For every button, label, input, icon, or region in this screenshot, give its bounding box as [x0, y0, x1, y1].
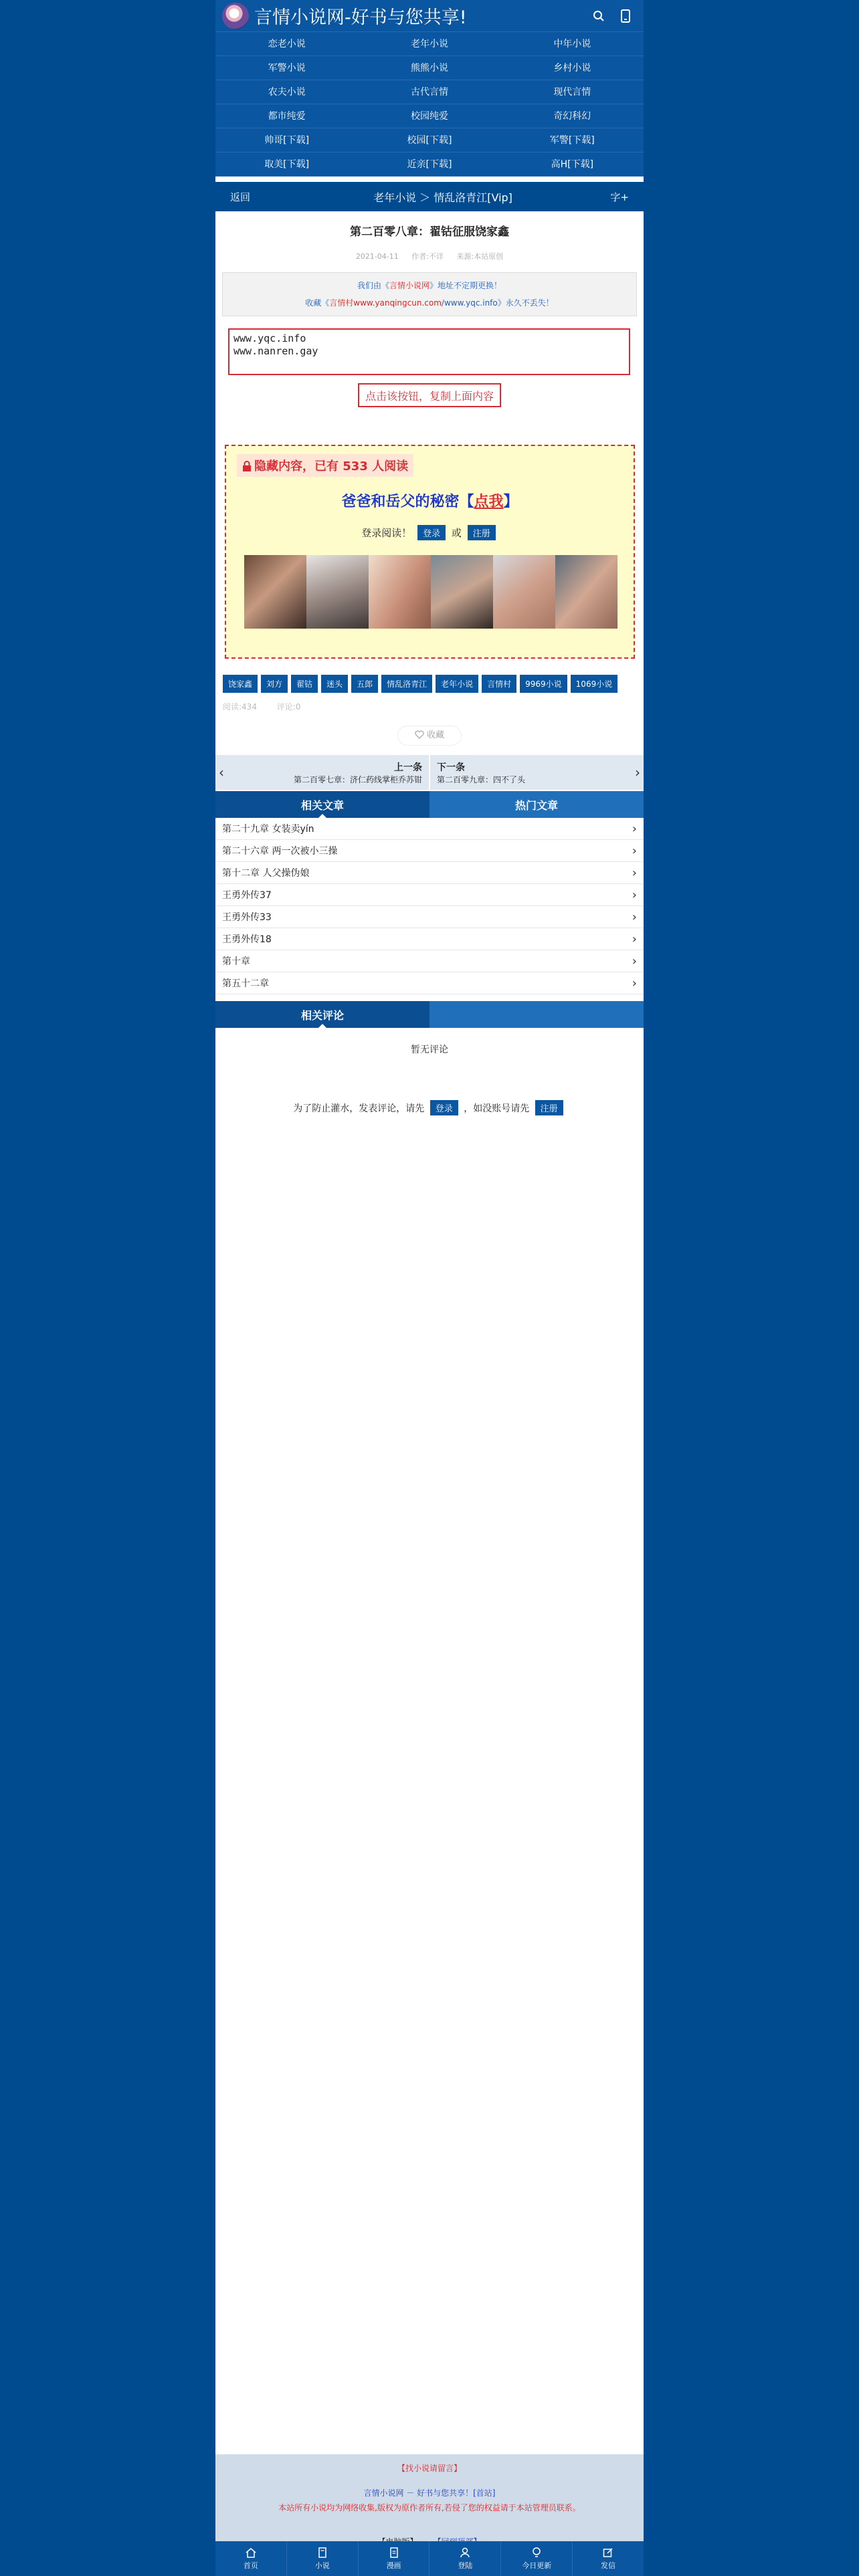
url-line: www.yqc.info [233, 332, 306, 344]
nav-item[interactable]: 取美[下载] [215, 152, 358, 177]
document-icon [389, 2547, 399, 2558]
article-stats [223, 701, 644, 712]
search-icon[interactable] [587, 5, 610, 27]
tag[interactable]: 情乱洛青江 [381, 675, 432, 693]
notice-line-2 [223, 294, 636, 312]
list-item[interactable] [215, 884, 644, 906]
secret-text: 爸爸和岳父的秘密【 [341, 494, 474, 510]
prev-title: 第二百零七章：济仁药线掌柜乔苏钳 [293, 774, 422, 784]
list-item[interactable] [215, 928, 644, 950]
notice-text: 》地址不定期更换！ [430, 281, 502, 290]
article-title: 第二百零八章：翟钴征服饶家鑫 [350, 225, 509, 239]
notice-text: 我们由《 [357, 281, 389, 290]
bottom-nav-label: 登陆 [458, 2561, 473, 2570]
article-date: 2021-04-11 [355, 252, 399, 261]
thumbnail-image[interactable] [244, 555, 306, 629]
notice-text: /www.yqc.info》永久不丢失！ [441, 298, 554, 308]
favorite-label: 收藏 [427, 730, 445, 740]
chevron-right-icon: › [632, 821, 637, 836]
tag[interactable]: 饶家鑫 [223, 675, 258, 693]
footer-site-line[interactable]: 言情小说网 － 好书与您共享！[首站] [363, 2488, 496, 2498]
chevron-right-icon: › [632, 976, 637, 990]
list-item[interactable] [215, 862, 644, 884]
list-item[interactable] [215, 818, 644, 840]
back-link[interactable]: 返回 [230, 191, 251, 203]
login-button[interactable]: 登录 [417, 525, 446, 540]
secret-link-title [226, 490, 634, 511]
url-line: www.nanren.gay [233, 345, 318, 357]
nav-item[interactable]: 乡村小说 [501, 56, 644, 80]
list-item-title: 第五十二章 [222, 978, 269, 989]
tab-empty [430, 1001, 644, 1028]
comment-login-button[interactable]: 登录 [430, 1100, 458, 1115]
article-meta [215, 251, 644, 261]
or-text: 或 [451, 527, 462, 539]
bottom-nav-home[interactable] [215, 2541, 287, 2576]
notice-text: 收藏《 [305, 298, 330, 308]
chevron-right-icon[interactable]: › [635, 764, 640, 780]
nav-item[interactable]: 古代言情 [358, 80, 500, 104]
nav-item[interactable]: 军警[下载] [501, 128, 644, 152]
secret-link[interactable]: 点我 [474, 494, 504, 510]
comment-count: 评论:0 [276, 702, 301, 712]
user-icon [460, 2547, 470, 2558]
bottom-nav-label: 漫画 [386, 2561, 401, 2570]
next-title: 第二百零九章：四不了头 [437, 774, 526, 784]
list-item-title: 第十章 [222, 956, 250, 967]
secret-text: 】 [503, 494, 518, 510]
bottom-nav-novel[interactable] [287, 2541, 359, 2576]
chevron-right-icon: › [632, 887, 637, 902]
tag[interactable]: 刘方 [261, 675, 288, 693]
prev-label: 上一条 [394, 762, 422, 773]
breadcrumb [215, 182, 644, 211]
prev-next-nav [215, 755, 644, 790]
nav-item[interactable]: 恋老小说 [215, 32, 358, 56]
footer [215, 2454, 644, 2541]
bottom-nav-updates[interactable] [501, 2541, 573, 2576]
nav-item[interactable]: 都市纯爱 [215, 104, 358, 128]
nav-item[interactable]: 校园纯爱 [358, 104, 500, 128]
bottom-nav-label: 今日更新 [522, 2561, 552, 2570]
nav-item[interactable]: 熊熊小说 [358, 56, 500, 80]
book-icon [317, 2547, 328, 2558]
chevron-right-icon: › [632, 843, 637, 858]
chevron-right-icon: › [632, 954, 637, 968]
hint-text: 为了防止灌水，发表评论，请先 [293, 1103, 425, 1114]
chevron-right-icon: › [632, 909, 637, 924]
article-source: 来源:本站原创 [456, 252, 504, 261]
bottom-nav-label: 发信 [601, 2561, 616, 2570]
article-author: 作者:不详 [411, 252, 444, 261]
next-article-link[interactable] [430, 755, 632, 790]
chevron-right-icon: › [632, 932, 637, 946]
nav-item[interactable]: 帅哥[下载] [215, 128, 358, 152]
nav-item[interactable]: 奇幻科幻 [501, 104, 644, 128]
tag-list [223, 675, 644, 693]
tag[interactable]: 1069小说 [571, 675, 618, 693]
hidden-content-count: 隐藏内容，已有 533 人阅读 [254, 459, 409, 473]
lock-icon [242, 461, 252, 471]
tab-comments[interactable]: 相关评论 [215, 1001, 430, 1028]
nav-item[interactable]: 校园[下载] [358, 128, 500, 152]
tag[interactable]: 迷头 [321, 675, 348, 693]
footer-request-link[interactable]: 【找小说请留言】 [397, 2464, 462, 2473]
tab-hot[interactable]: 热门文章 [430, 791, 644, 818]
mobile-icon[interactable] [614, 5, 637, 27]
article-tabs [215, 791, 644, 818]
tag[interactable]: 老年小说 [436, 675, 478, 693]
no-comment-text: 暂无评论 [411, 1045, 448, 1055]
tag[interactable]: 9969小说 [520, 675, 567, 693]
favorite-button[interactable] [397, 726, 462, 746]
thumbnail-image[interactable] [369, 555, 431, 629]
read-count: 阅读:434 [223, 702, 257, 712]
nav-item[interactable]: 近亲[下载] [358, 152, 500, 177]
bottom-nav-comic[interactable] [359, 2541, 430, 2576]
header [215, 0, 644, 31]
nav-item[interactable]: 高H[下载] [501, 152, 644, 177]
prev-article-link[interactable] [227, 755, 430, 790]
heart-icon [415, 730, 424, 739]
bulb-icon [531, 2547, 542, 2558]
tag[interactable]: 言情村 [482, 675, 516, 693]
nav-item[interactable]: 农夫小说 [215, 80, 358, 104]
list-item[interactable] [215, 950, 644, 972]
comment-register-button[interactable]: 注册 [535, 1100, 563, 1115]
list-item[interactable] [215, 972, 644, 994]
notice-domain[interactable]: 言情村www.yanqingcun.com [329, 298, 442, 308]
notice-site-name: 言情小说网 [389, 281, 430, 290]
address-notice [222, 272, 637, 316]
chevron-right-icon: › [632, 865, 637, 880]
bottom-nav-label: 首页 [243, 2561, 258, 2570]
list-item-title: 第十二章 人父操伪娘 [222, 868, 310, 879]
hint-text: ，如没账号请先 [464, 1103, 530, 1114]
login-prompt-text: 登录阅读！ [361, 527, 412, 539]
next-label: 下一条 [437, 762, 465, 773]
font-size-button[interactable]: 字+ [610, 191, 629, 203]
copy-button[interactable]: 点击该按钮，复制上面内容 [358, 383, 501, 407]
list-item-title: 第二十九章 女装卖yín [222, 824, 314, 835]
bottom-nav [215, 2541, 644, 2576]
notice-line-1 [223, 277, 636, 294]
thumbnail-image[interactable] [493, 555, 555, 629]
bottom-nav-label: 小说 [314, 2561, 330, 2570]
thumbnail-image[interactable] [555, 555, 617, 629]
bottom-nav-login[interactable] [430, 2541, 501, 2576]
list-item[interactable] [215, 906, 644, 928]
nav-item[interactable]: 老年小说 [358, 32, 500, 56]
url-textbox[interactable] [228, 328, 630, 375]
hidden-content-header [237, 454, 413, 477]
breadcrumb-path[interactable]: 老年小说 ＞ 情乱洛青江[Vip] [373, 191, 512, 204]
category-grid [215, 31, 644, 177]
tab-related[interactable]: 相关文章 [215, 791, 430, 818]
thumbnail-strip[interactable] [244, 555, 617, 629]
nav-item[interactable]: 军警小说 [215, 56, 358, 80]
edit-icon [603, 2547, 613, 2558]
thumbnail-image[interactable] [431, 555, 493, 629]
site-logo[interactable] [222, 3, 249, 29]
list-item-title: 王勇外传18 [222, 934, 272, 945]
list-item[interactable] [215, 840, 644, 862]
list-item-title: 王勇外传33 [222, 912, 272, 923]
bottom-nav-message[interactable] [573, 2541, 644, 2576]
tag[interactable]: 翟钴 [291, 675, 318, 693]
tag[interactable]: 五郎 [351, 675, 378, 693]
related-article-list [215, 818, 644, 994]
hidden-content-box [225, 445, 635, 659]
thumbnail-image[interactable] [306, 555, 369, 629]
list-item-title: 第二十六章 两一次被小三操 [222, 846, 338, 857]
comment-tabs [215, 1001, 644, 1028]
register-button[interactable]: 注册 [468, 525, 496, 540]
page [215, 0, 644, 2576]
home-icon [245, 2547, 257, 2558]
footer-copyright: 本站所有小说均为网络收集,版权为原作者所有,若侵了您的权益请于本站管理员联系。 [278, 2503, 581, 2512]
comment-login-hint [215, 1100, 644, 1115]
site-title[interactable]: 言情小说网-好书与您共享! [254, 7, 467, 28]
list-item-title: 王勇外传37 [222, 890, 272, 901]
nav-item[interactable]: 现代言情 [501, 80, 644, 104]
login-prompt [226, 525, 634, 540]
nav-item[interactable]: 中年小说 [501, 32, 644, 56]
chevron-left-icon[interactable]: ‹ [219, 764, 224, 780]
